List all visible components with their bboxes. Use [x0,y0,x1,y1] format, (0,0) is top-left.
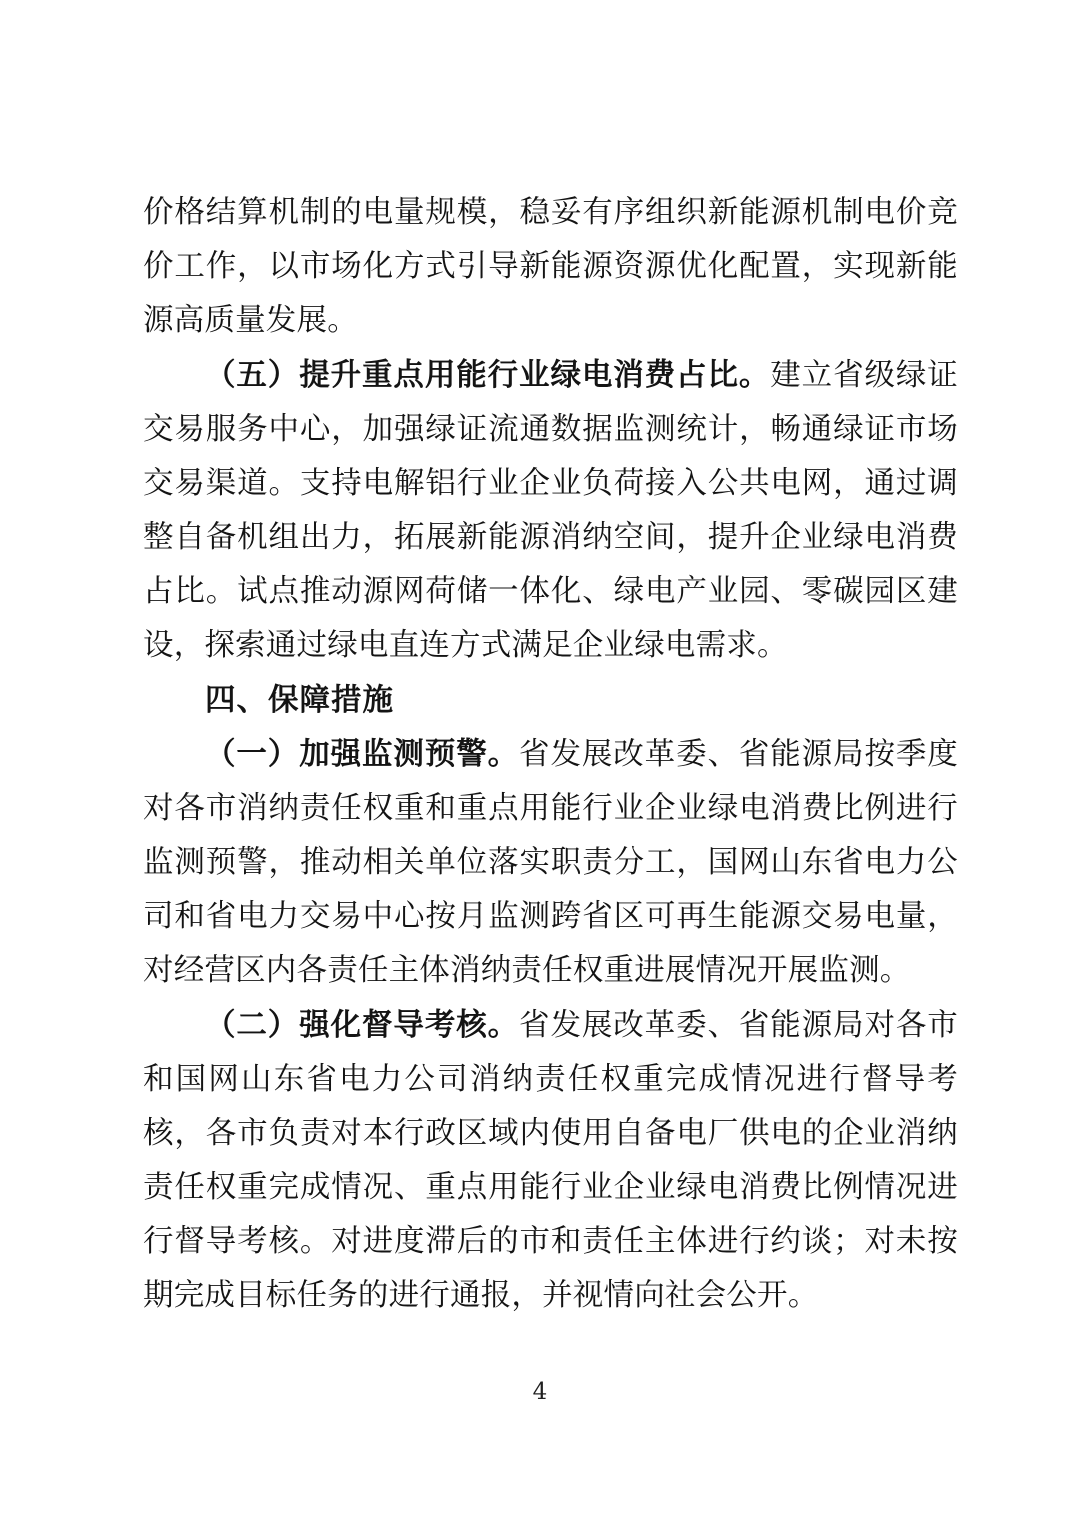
section-heading-text: 四、保障措施 [205,682,394,718]
section-heading [143,673,958,727]
paragraph [143,998,958,1323]
page-number: 4 [532,1379,548,1405]
paragraph-text: 价格结算机制的电量规模，稳妥有序组织新能源机制电价竞价工作，以市场化方式引导新能源资源优化配置，实现新能源高质量发展。 [143,195,958,338]
document-body [143,186,958,1323]
paragraph-text: 建立省级绿证交易服务中心，加强绿证流通数据监测统计，畅通绿证市场交易渠道。支持电解铝行业企业负荷接入公共电网，通过调整自备机组出力，拓展新能源消纳空间，提升企业绿电消费占比。试点推动源网荷储一体化、绿电产业园、零碳园区建设，探索通过绿电直连方式满足企业绿电需求。 [143,358,959,663]
paragraph [143,348,958,673]
paragraph-lead: （二）强化督导考核。 [205,1007,520,1043]
paragraph [143,727,958,998]
paragraph-text: 省发展改革委、省能源局按季度对各市消纳责任权重和重点用能行业企业绿电消费比例进行监测预警，推动相关单位落实职责分工，国网山东省电力公司和省电力交易中心按月监测跨省区可再生能源交易电量，对经营区内各责任主体消纳责任权重进展情况开展监测。 [143,737,958,988]
paragraph-text: 省发展改革委、省能源局对各市和国网山东省电力公司消纳责任权重完成情况进行督导考核，各市负责对本行政区域内使用自备电厂供电的企业消纳责任权重完成情况、重点用能行业企业绿电消费比例情况进行督导考核。对进度滞后的市和责任主体进行约谈；对未按期完成目标任务的进行通报，并视情向社会公开。 [143,1008,958,1313]
paragraph [143,186,958,348]
paragraph-lead: （一）加强监测预警。 [205,736,520,772]
paragraph-lead: （五）提升重点用能行业绿电消费占比。 [205,357,771,393]
